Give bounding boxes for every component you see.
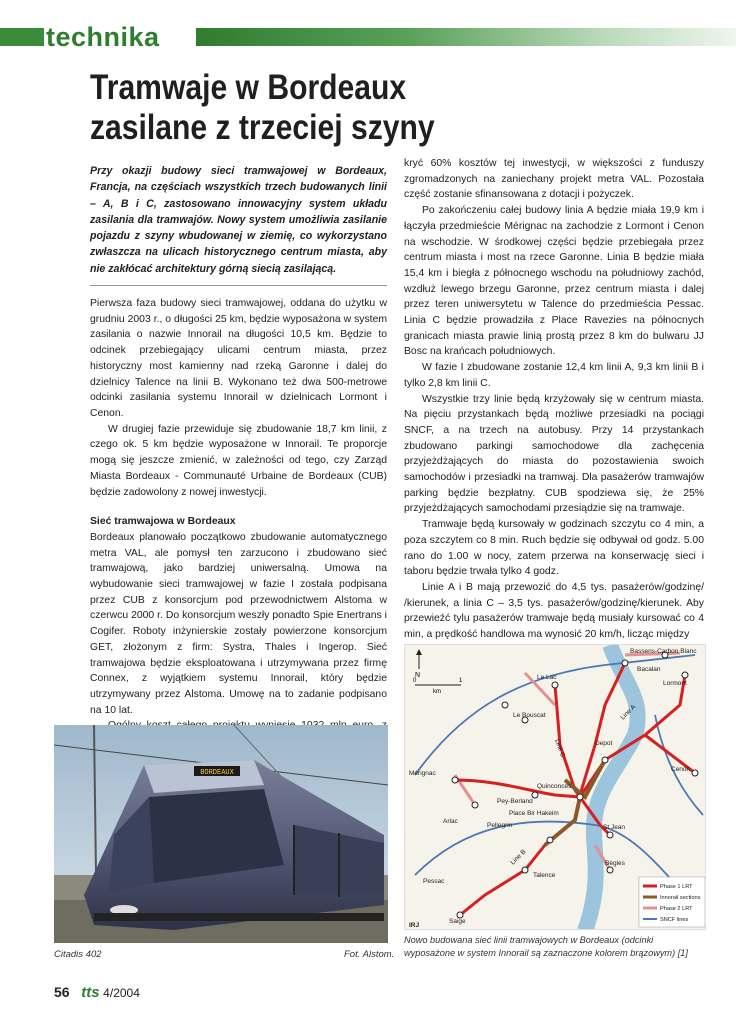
map-label: Cenon [671, 766, 691, 773]
map-label: Mérignac [409, 770, 436, 777]
map-label: Le Lac [537, 674, 557, 681]
photo-caption: Citadis 402 [54, 949, 102, 960]
river-garonne [585, 645, 638, 930]
page-number: 56 [54, 984, 70, 1000]
paragraph: Tramwaje będą kursowały w godzinach szczytu co 4 min, a poza szczytem co 8 min. Ruch będzie się odbywał od godz. 5.00 rano do 1.00 w nocy, zatem przerwa na konserwację sieci i taboru będzie trwała tylko 4 godz. [404, 519, 704, 578]
map-legend [639, 877, 705, 927]
legend-item: Phase 1 LRT [660, 884, 693, 890]
map-label: Pellegrin [487, 822, 513, 829]
map-label: Pessac [423, 878, 445, 885]
paragraph: Wszystkie trzy linie będą krzyżowały się w centrum miasta. Na pięciu przystankach będą możliwe przesiadki na pociągi SNCF, a na trzech na autobusy. Przy 14 przystankach zbudowano parkingi samochodowe dla zachęcenia przyjeżdżających do miasta do pozostawienia swoich samochodów i przesiadki na tramwaj. Dla pasażerów tramwajów parking będzie bezpłatny. CUB spodziewa się, że 25% przyjeżdżających samochodami przesiądzie się na tramwaje. [404, 393, 704, 515]
issue-year: /2004 [109, 986, 140, 1000]
left-column [90, 163, 387, 781]
photo-credit: Fot. Alstom. [344, 949, 395, 960]
tram-network-diagram [405, 645, 706, 930]
article-lead: Przy okazji budowy sieci tramwajowej w Bordeaux, Francja, na częściach wszystkich trzech budowanych linii – A, B i C, zastosowano innowacyjny system układu zasilania dla tramwajów. Nowy system umożliwia zasilanie pojazdu z szyny wbudowanej w ziemię, co wykorzystano zwłaszcza na ulicach historycznego centrum miasta, aby nie zakłócać architektury górną siecią zasilającą. [90, 165, 387, 275]
article-title [90, 68, 572, 148]
map-label: Bègles [605, 860, 625, 867]
right-column [404, 156, 704, 643]
paragraph: W drugiej fazie przewiduje się zbudowanie 18,7 km linii, z czego ok. 5 km będzie wyposażone w Innorail. Te proporcje mogą się jeszcze zmienić, w zależności od tego, czy Zarząd Miasta Bordeaux - Communauté Urbaine de Bordeaux (CUB) będzie zadowolony z nowej inwestycji. [90, 423, 387, 498]
map-label: Bacalan [637, 666, 661, 673]
tram-photo [54, 725, 388, 943]
map-label: Lormont [663, 680, 687, 687]
lead-divider [90, 285, 387, 286]
map-label: Bassens-Carbon Blanc [630, 648, 697, 655]
svg-text:0: 0 [413, 678, 417, 684]
paragraph: Bordeaux planowało początkowo zbudowanie automatycznego metra VAL, ale pomysł ten zarzucono i zbudowano sieć tramwajową, jako bardziej uniwersalną. Umowa na wybudowanie sieci tramwajowej w fazie I została podpisana przez CUB z konsorcjum pod przewodnictwem Alstoma w czerwcu 2000 r. Do konsorcjum weszły ponadto Spie Enertrans i Cogifer. Roboty inżynierskie zostały powierzone konsorcjum GET, złożonym z firm: Systra, Thales i Ingerop. Sieć tramwajowa będzie eksploatowana i utrzymywana przez firmę Connex, z wyjątkiem systemu Innorail, który będzie utrzymywany przez Alstoma. Umowę na to zadanie podpisano na 10 lat. [90, 531, 387, 716]
journal-logo: tts [81, 984, 100, 1001]
scale-bar [413, 678, 463, 695]
sncf-line [415, 655, 695, 775]
subheading: Sieć tramwajowa w Bordeaux [90, 516, 236, 528]
paragraph: Po zakończeniu całej budowy linia A będzie miała 19,9 km i łączyła przedmieście Mérignac na zachodzie z Lormont i Cenon na wschodzie. W środkowej części będzie przebiegała przez centrum miasta i most na rzece Garonne. Linia B będzie miała 15,4 km i biegła z północnego wschodu na południowy zachód, wzdłuż lewego brzegu Garonne, przez centrum miasta i dalej przez teren uniwersytetu w Talence do przedmieścia Pessac. Linia C będzie prowadziła z Place Ravezies na północnych granicach miasta prawie linią prostą przez 8 km do bulwaru JJ Bosc na krańcach południowych. [404, 205, 704, 358]
paragraph: W fazie I zbudowane zostanie 12,4 km linii A, 9,3 km linii B i tylko 2,8 km linii C. [404, 362, 704, 389]
svg-text:km: km [433, 689, 441, 695]
map-label: St Jean [603, 824, 626, 831]
map-label: Line B [509, 848, 528, 867]
map-label: Place Bir Hakeim [509, 810, 559, 817]
north-arrow [415, 649, 422, 679]
map-label: Le Bouscat [513, 712, 546, 719]
tram-illustration [54, 725, 388, 943]
map-label: IRJ [409, 922, 420, 929]
map-label: Line C [553, 738, 567, 759]
title-line-2: zasilane z trzeciej szyny [90, 108, 435, 147]
paragraph: Linie A i B mają przewozić do 4,5 tys. pasażerów/godzinę/ /kierunek, a linia C – 3,5 tys. pasażerów/godzinę/kierunek. Aby przewieźć tylu pasażerów tramwaje będą musiały kursować co 4 min, a prędkość handlowa ma wynosić 20 km/h, licząc między [404, 581, 704, 641]
map-caption: Nowo budowana sieć linii tramwajowych w Bordeaux (odcinki wyposażone w system Innorail są zaznaczone kolorem brązowym) [1] [404, 935, 688, 958]
paragraph: Pierwsza faza budowy sieci tramwajowej, oddana do użytku w grudniu 2003 r., o długości 25 km, będzie wyposażona w system zasilania o nazwie Innorail na długości 10,5 km. Będzie to odcinek przebiegający ulicami centrum miasta, przez historyczny most kamienny nad rzeką Garonne i dalej do dzielnicy Talence na linii B. Wykonano też dwa 500-metrowe odcinki zasilania systemu Innorail w dzielnicach Lormont i Cenon. [90, 298, 387, 419]
svg-text:1: 1 [459, 678, 463, 684]
legend-item: SNCF lines [660, 917, 689, 923]
section-header [0, 22, 736, 52]
svg-text:N: N [415, 672, 421, 679]
tram-destination-sign: BORDEAUX [200, 769, 234, 777]
page-footer [54, 984, 140, 1001]
map-label: Pey-Berland [497, 798, 533, 805]
header-accent-bar [0, 28, 44, 46]
legend-item: Phase 2 LRT [660, 906, 693, 912]
legend-item: Innorail sections [660, 895, 701, 901]
paragraph: kryć 60% kosztów tej inwestycji, w większości z funduszy zgromadzonych na zaniechany projekt metra VAL. Pozostała część zostanie sfinansowana z dotacji i pożyczek. [404, 158, 704, 201]
map-label: Depot [595, 740, 613, 747]
map-label: Talence [533, 872, 556, 879]
sncf-line [655, 715, 703, 815]
map-label: Arlac [443, 818, 458, 825]
section-label: technika [46, 22, 160, 52]
map-label: Line A [619, 703, 638, 722]
map-label: Saige [449, 918, 466, 925]
map-label: Quinconces [537, 783, 572, 790]
header-gradient-bar [196, 28, 736, 46]
network-map [404, 644, 706, 930]
issue-number: 4 [103, 986, 110, 1000]
title-line-1: Tramwaje w Bordeaux [90, 68, 407, 107]
